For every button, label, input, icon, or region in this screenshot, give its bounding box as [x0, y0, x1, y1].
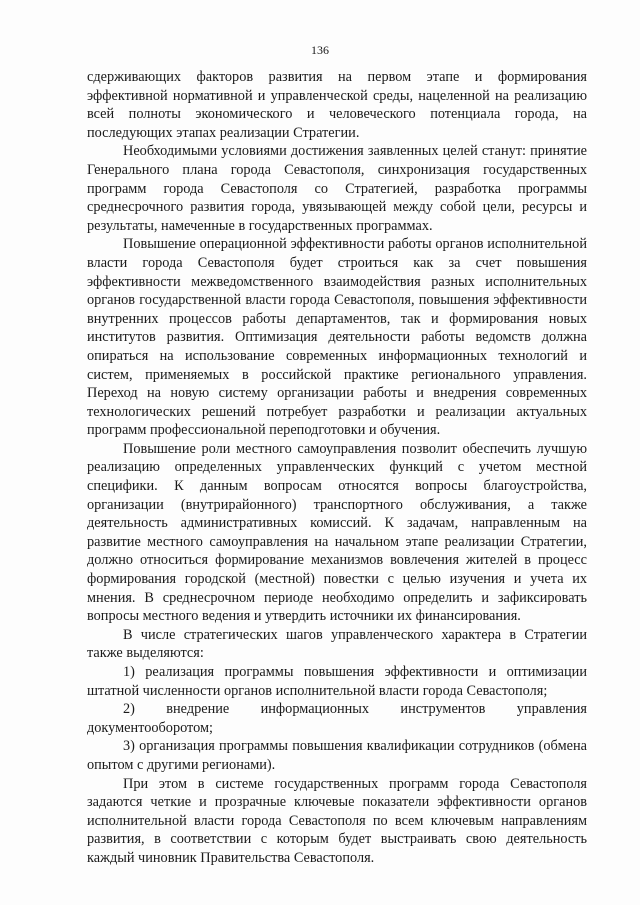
paragraph-continuation: сдерживающих факторов развития на первом этапе и формирования эффективной нормативной и управленческой среды, нацеленной на реализацию всей полноты экономического и человеческого потенциала города, на последующих этапах реализации Стратегии.: [87, 69, 587, 141]
list-item-3: 3) организация программы повышения квалификации сотрудников (обмена опытом с другими регионами).: [87, 738, 587, 773]
page-number: 136: [311, 43, 329, 57]
paragraph-state-programs: При этом в системе государственных программ города Севастополя задаются четкие и прозрачные ключевые показатели эффективности органов исполнительной власти города Севастополя по всем ключевым направлениям развития, в соответствии с которым будет выстраивать свою деятельность каждый чиновник Правительства Севастополя.: [87, 775, 587, 866]
list-item-2: 2) внедрение информационных инструментов управления документооборотом;: [87, 701, 587, 736]
document-body: [87, 68, 587, 868]
paragraph-conditions: Необходимыми условиями достижения заявленных целей станут: принятие Генерального плана города Севастополя, синхронизация государственных программ города Севастополя со Стратегией, разработка программы среднесрочного развития города, увязывающей между собой цели, ресурсы и результаты, намеченные в государственных программах.: [87, 143, 587, 234]
list-item-1: 1) реализация программы повышения эффективности и оптимизации штатной численности органов исполнительной власти города Севастополя;: [87, 664, 587, 699]
paragraph-local-government: Повышение роли местного самоуправления позволит обеспечить лучшую реализацию определенных управленческих функций с учетом местной специфики. К данным вопросам относятся вопросы благоустройства, организации (внутрирайонного) транспортного обслуживания, а также деятельность административных комиссий. К задачам, направленным на развитие местного самоуправления на начальном этапе реализации Стратегии, должно относиться формирование механизмов вовлечения жителей в процесс формирования городской (местной) повестки с целью изучения и учета их мнения. В среднесрочном периоде необходимо определить и зафиксировать вопросы местного ведения и утвердить источники их финансирования.: [87, 440, 587, 625]
paragraph-operational-efficiency: Повышение операционной эффективности работы органов исполнительной власти города Севастополя будет строиться как за счет повышения эффективности межведомственного взаимодействия разных исполнительных органов государственной власти города Севастополя, повышения эффективности внутренних процессов работы департаментов, так и формирования новых институтов развития. Оптимизация деятельности работы ведомств должна опираться на использование современных информационных технологий и систем, применяемых в российской практике регионального управления. Переход на новую систему организации работы и внедрения современных технологических решений потребует разработки и реализации актуальных программ профессиональной переподготовки и обучения.: [87, 236, 587, 439]
paragraph-strategic-steps: В числе стратегических шагов управленческого характера в Стратегии также выделяются:: [87, 626, 587, 662]
